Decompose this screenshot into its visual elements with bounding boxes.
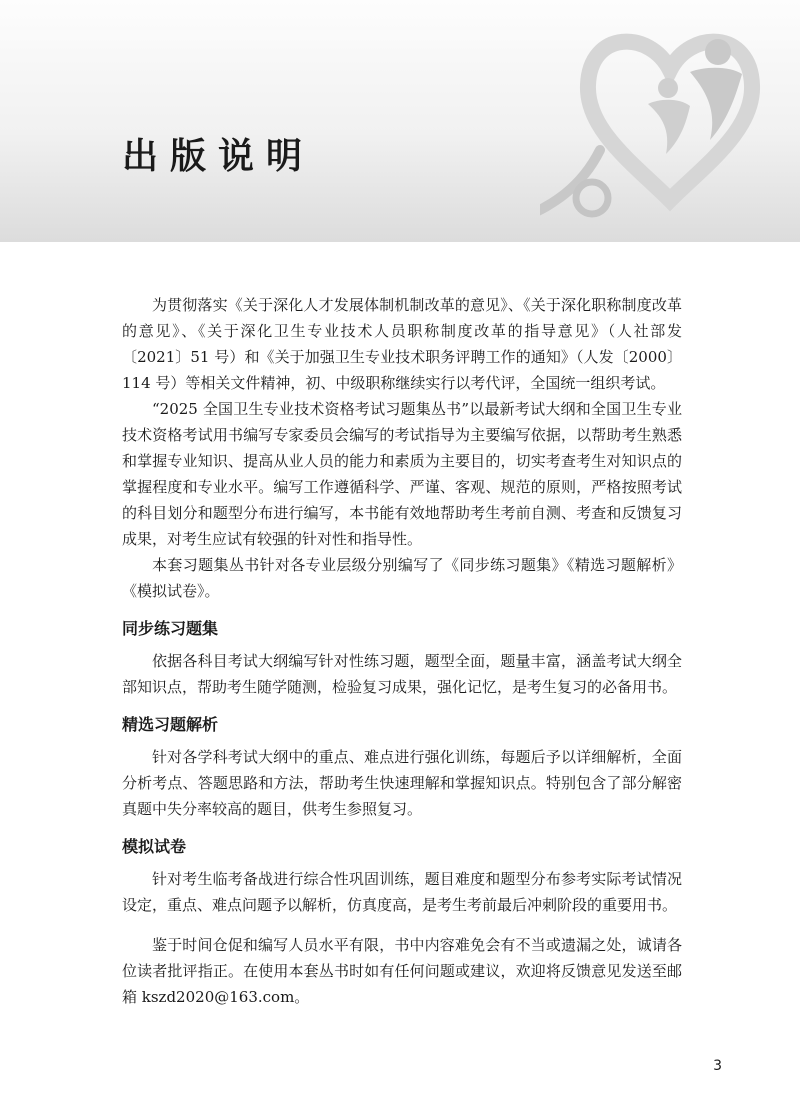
closing-paragraph: 鉴于时间仓促和编写人员水平有限，书中内容难免会有不当或遗漏之处，诚请各位读者批评指正。在使用本套丛书时如有任何问题或建议，欢迎将反馈意见发送至邮箱 kszd2020@163.com。 bbox=[122, 936, 682, 1006]
section-paragraph: 依据各科目考试大纲编写针对性练习题，题型全面，题量丰富，涵盖考试大纲全部知识点，帮助考生随学随测，检验复习成果，强化记忆，是考生复习的必备用书。 bbox=[122, 652, 682, 696]
section-paragraph: 针对各学科考试大纲中的重点、难点进行强化训练，每题后予以详细解析，全面分析考点、答题思路和方法，帮助考生快速理解和掌握知识点。特别包含了部分解密真题中失分率较高的题目，供考生参照复习。 bbox=[122, 748, 682, 818]
intro-paragraph: 本套习题集丛书针对各专业层级分别编写了《同步练习题集》《精选习题解析》《模拟试卷》。 bbox=[122, 556, 682, 600]
section-heading: 模拟试卷 bbox=[122, 837, 187, 856]
spacer bbox=[122, 918, 682, 932]
page-title: 出版说明 bbox=[122, 136, 315, 177]
content-body bbox=[122, 292, 682, 1010]
heart-stethoscope-logo-icon bbox=[540, 0, 800, 242]
section-heading: 精选习题解析 bbox=[122, 715, 219, 734]
section-paragraph: 针对考生临考备战进行综合性巩固训练，题目难度和题型分布参考实际考试情况设定，重点、难点问题予以解析，仿真度高，是考生考前最后冲刺阶段的重要用书。 bbox=[122, 870, 682, 914]
section-heading: 同步练习题集 bbox=[122, 619, 219, 638]
page-number: 3 bbox=[713, 1058, 722, 1074]
intro-paragraph: 为贯彻落实《关于深化人才发展体制机制改革的意见》、《关于深化职称制度改革的意见》、《关于深化卫生专业技术人员职称制度改革的指导意见》（人社部发〔2021〕51 号）和《关于加强卫生专业技术职务评聘工作的通知》（人发〔2000〕114 号）等相关文件精神，初、中级职称继续实行以考代评，全国统一组织考试。 bbox=[122, 296, 682, 392]
intro-paragraph: “2025 全国卫生专业技术资格考试习题集丛书”以最新考试大纲和全国卫生专业技术资格考试用书编写专家委员会编写的考试指导为主要编写依据，以帮助考生熟悉和掌握专业知识、提高从业人员的能力和素质为主要目的，切实考查考生对知识点的掌握程度和专业水平。编写工作遵循科学、严谨、客观、规范的原则，严格按照考试的科目划分和题型分布进行编写，本书能有效地帮助考生考前自测、考查和反馈复习成果，对考生应试有较强的针对性和指导性。 bbox=[122, 400, 682, 548]
